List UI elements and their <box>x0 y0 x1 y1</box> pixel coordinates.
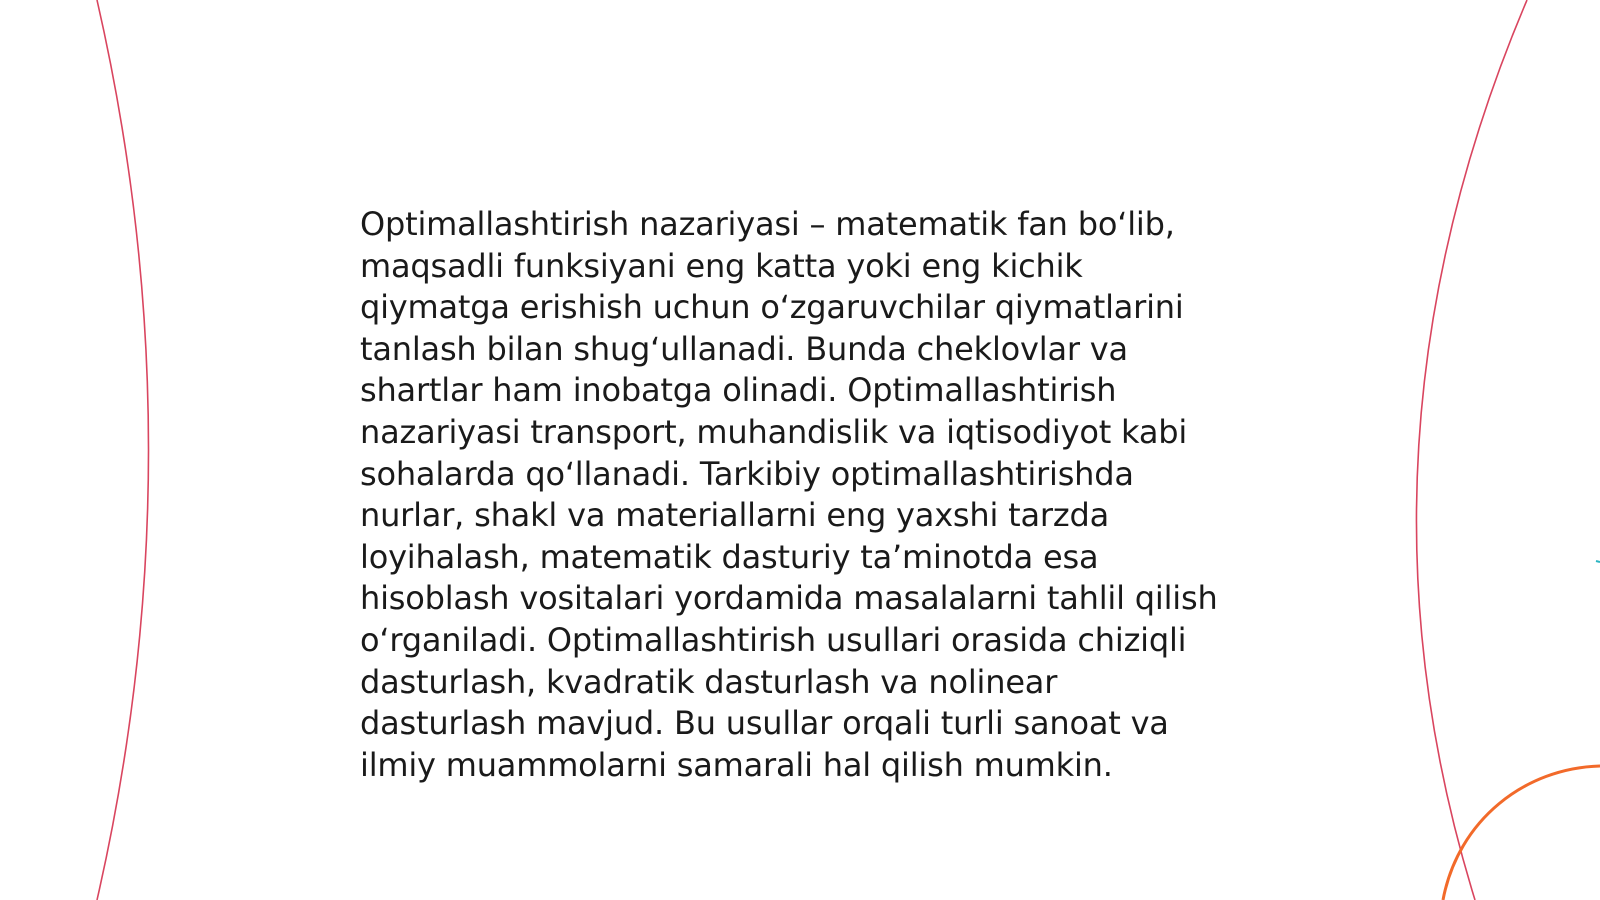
orange-circle-arc <box>1443 766 1600 900</box>
left-decorative-curve <box>97 0 149 900</box>
right-decorative-curve <box>1416 0 1527 900</box>
teal-mark <box>1596 561 1600 562</box>
slide-body-text: Optimallashtirish nazariyasi – matematik fan boʻlib, maqsadli funksiyani eng katta yoki eng kichik qiymatga erishish uchun oʻzgaruvchilar qiymatlarini tanlash bilan shugʻullanadi. Bunda cheklovlar va shartlar ham inobatga olinadi. Optimallashtirish nazariyasi transport, muhandislik va iqtisodiyot kabi sohalarda qoʻllanadi. Tarkibiy optimallashtirishda nurlar, shakl va materiallarni eng yaxshi tarzda loyihalash, matematik dasturiy taʼminotda esa hisoblash vositalari yordamida masalalarni tahlil qilish oʻrganiladi. Optimallashtirish usullari orasida chiziqli dasturlash, kvadratik dasturlash va nolinear dasturlash mavjud. Bu usullar orqali turli sanoat va ilmiy muammolarni samarali hal qilish mumkin. <box>360 205 1218 784</box>
